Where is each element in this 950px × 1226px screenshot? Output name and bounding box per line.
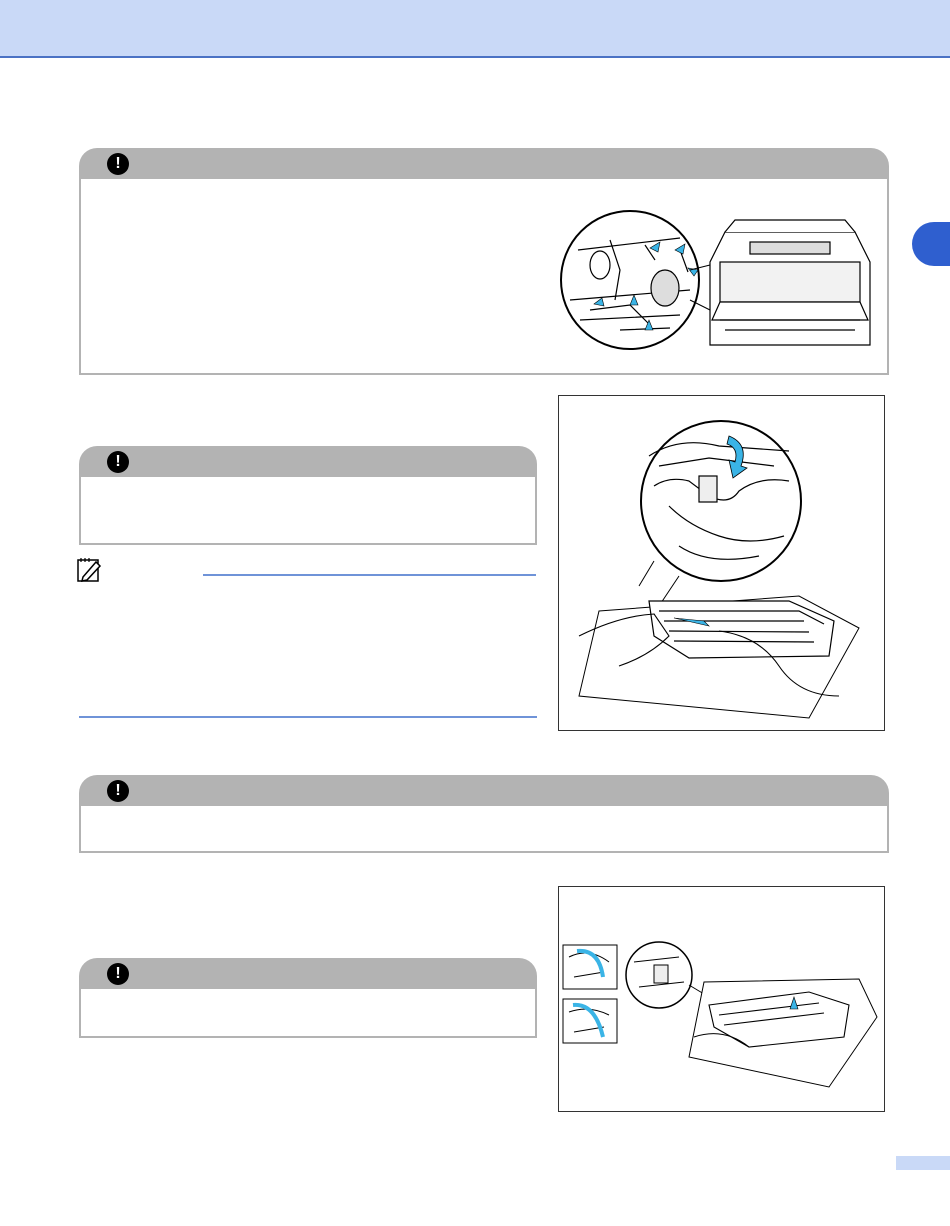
caution-header [79, 775, 889, 807]
printer-rollers-illustration [560, 210, 880, 352]
note-bottom-rule [79, 716, 537, 718]
page-number-tab [896, 1156, 950, 1170]
caution-icon [107, 153, 129, 175]
caution-box-1 [79, 148, 889, 375]
caution-header [79, 148, 889, 180]
caution-header [79, 958, 537, 990]
caution-body [79, 989, 537, 1038]
chapter-tab [912, 222, 950, 266]
caution-icon [107, 780, 129, 802]
note-header-rule [203, 574, 536, 576]
pencil-note-icon [77, 557, 103, 583]
caution-box-4 [79, 958, 537, 1038]
caution-icon [107, 451, 129, 473]
caution-body [79, 806, 889, 853]
caution-box-2 [79, 446, 537, 545]
drum-wire-cleaning-illustration [558, 395, 885, 731]
caution-box-3 [79, 775, 889, 853]
drum-tab-reset-illustration [558, 886, 885, 1112]
caution-icon [107, 963, 129, 985]
caution-body [79, 477, 537, 545]
page-header-band [0, 0, 950, 58]
caution-header [79, 446, 537, 478]
